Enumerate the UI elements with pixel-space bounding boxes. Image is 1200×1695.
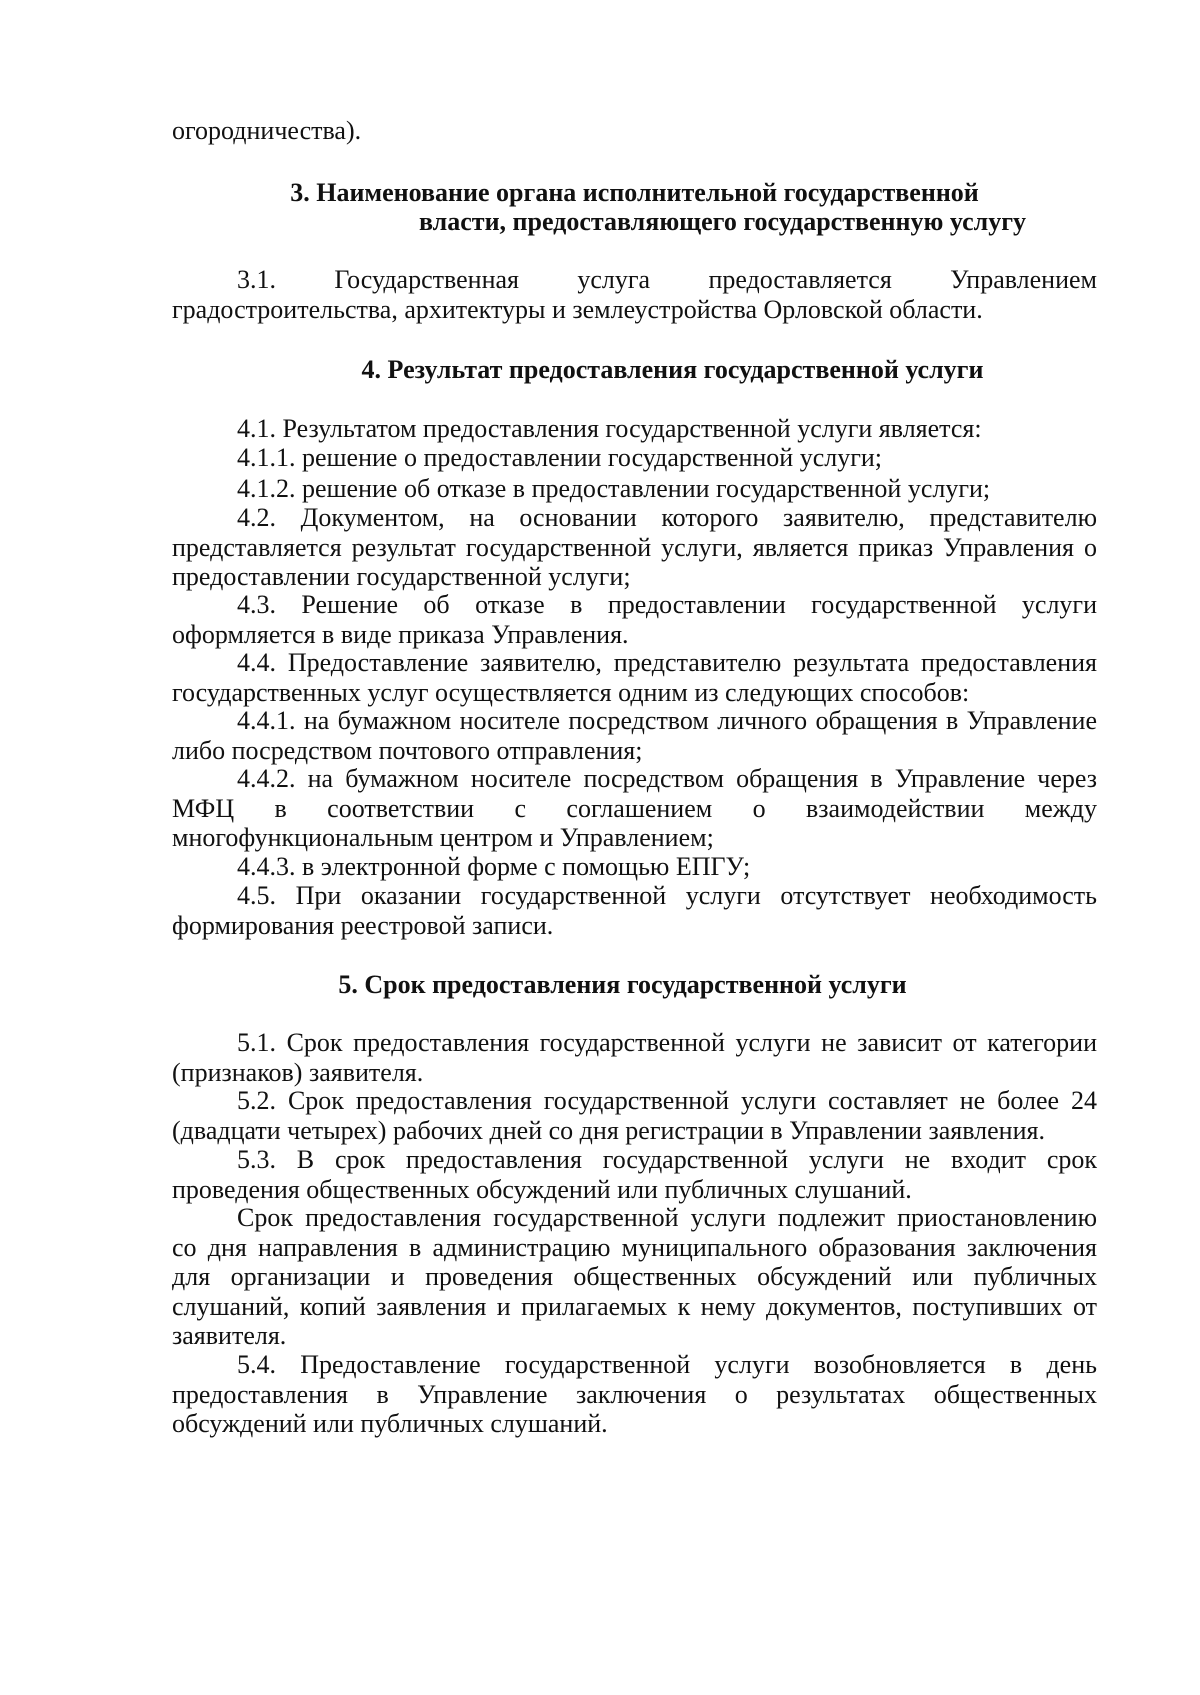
- paragraph-5-3: 5.3. В срок предоставления государственной услуги не входит срок проведения общественных обсуждений или публичных слушаний.: [172, 1145, 1097, 1204]
- paragraph-4-4: 4.4. Предоставление заявителю, представителю результата предоставления государственных услуг осуществляется одним из следующих способов:: [172, 648, 1097, 707]
- section-3-heading-line-1: 3. Наименование органа исполнительной государственной: [290, 178, 979, 207]
- paragraph-4-2: 4.2. Документом, на основании которого заявителю, представителю представляется результат государственной услуги, является приказ Управления о предоставлении государственной услуги;: [172, 503, 1097, 591]
- paragraph-4-4-1: 4.4.1. на бумажном носителе посредством личного обращения в Управление либо посредством почтового отправления;: [172, 706, 1097, 765]
- paragraph-4-4-3: 4.4.3. в электронной форме с помощью ЕПГУ;: [237, 852, 751, 881]
- continuation-text: огородничества).: [172, 116, 362, 145]
- paragraph-5-4: 5.4. Предоставление государственной услуги возобновляется в день предоставления в Управление заключения о результатах общественных обсуждений или публичных слушаний.: [172, 1350, 1097, 1438]
- paragraph-4-1-2: 4.1.2. решение об отказе в предоставлении государственной услуги;: [237, 474, 991, 503]
- paragraph-4-4-2: 4.4.2. на бумажном носителе посредством обращения в Управление через МФЦ в соответствии с соглашением о взаимодействии между многофункциональным центром и Управлением;: [172, 764, 1097, 852]
- paragraph-4-1-1: 4.1.1. решение о предоставлении государственной услуги;: [237, 443, 883, 472]
- section-3-heading-line-2: власти, предоставляющего государственную услугу: [418, 207, 1027, 236]
- paragraph-4-1: 4.1. Результатом предоставления государственной услуги является:: [237, 414, 982, 443]
- paragraph-5-1: 5.1. Срок предоставления государственной услуги не зависит от категории (признаков) заявителя.: [172, 1028, 1097, 1087]
- section-5-heading: 5. Срок предоставления государственной услуги: [338, 970, 907, 999]
- paragraph-3-1: 3.1. Государственная услуга предоставляется Управлением градостроительства, архитектуры и землеустройства Орловской области.: [172, 265, 1097, 324]
- section-4-heading: 4. Результат предоставления государственной услуги: [361, 355, 984, 384]
- paragraph-4-5: 4.5. При оказании государственной услуги отсутствует необходимость формирования реестровой записи.: [172, 881, 1097, 940]
- paragraph-5-2: 5.2. Срок предоставления государственной услуги составляет не более 24 (двадцати четырех) рабочих дней со дня регистрации в Управлении заявления.: [172, 1086, 1097, 1145]
- paragraph-5-3-suspension: Срок предоставления государственной услуги подлежит приостановлению со дня направления в администрацию муниципального образования заключения для организации и проведения общественных обсуждений или публичных слушаний, копий заявления и прилагаемых к нему документов, поступивших от заявителя.: [172, 1203, 1097, 1350]
- paragraph-4-3: 4.3. Решение об отказе в предоставлении государственной услуги оформляется в виде приказа Управления.: [172, 590, 1097, 649]
